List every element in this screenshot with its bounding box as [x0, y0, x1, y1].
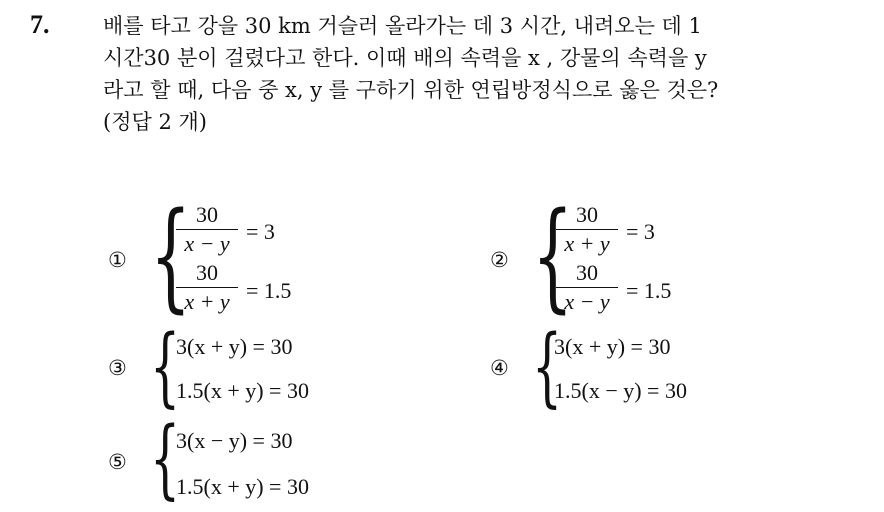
- question-stem: [103, 10, 873, 138]
- stem-line-1: 배를 타고 강을 30 km 거슬러 올라가는 데 3 시간, 내려오는 데 1: [103, 14, 702, 38]
- fraction: [556, 202, 618, 257]
- choice-label: ⑤: [108, 450, 127, 474]
- fraction: [176, 202, 238, 257]
- choice-label: ②: [490, 248, 509, 272]
- fraction-bar: [176, 229, 238, 230]
- fraction: [556, 260, 618, 315]
- denominator: x + y: [564, 231, 610, 256]
- denominator: x + y: [184, 289, 230, 314]
- numerator: 30: [196, 202, 218, 227]
- stem-line-4: (정답 2 개): [103, 110, 207, 134]
- left-brace: {: [532, 186, 574, 324]
- denominator: x − y: [564, 289, 610, 314]
- choice-3[interactable]: [108, 317, 438, 418]
- question-number: 7.: [30, 10, 50, 39]
- choice-4[interactable]: [490, 317, 820, 418]
- equation-rhs: = 1.5: [246, 278, 292, 303]
- choice-label: ③: [108, 356, 127, 380]
- fraction-bar: [556, 287, 618, 288]
- numerator: 30: [576, 202, 598, 227]
- stem-line-3: 라고 할 때, 다음 중 x, y 를 구하기 위한 연립방정식으로 옳은 것은?: [103, 78, 719, 102]
- fraction-bar: [176, 287, 238, 288]
- choice-1[interactable]: [108, 186, 438, 325]
- numerator: 30: [196, 260, 218, 285]
- equation-2: 1.5(x + y) = 30: [176, 474, 309, 499]
- stem-line-2: 시간30 분이 걸렸다고 한다. 이때 배의 속력을 x , 강물의 속력을 y: [103, 46, 707, 70]
- left-brace: {: [150, 317, 181, 417]
- numerator: 30: [576, 260, 598, 285]
- left-brace: {: [532, 317, 563, 417]
- choice-label: ④: [490, 356, 509, 380]
- fraction-bar: [556, 229, 618, 230]
- equation-2: 1.5(x − y) = 30: [554, 378, 687, 403]
- equation-2: 1.5(x + y) = 30: [176, 378, 309, 403]
- equation-1: 3(x + y) = 30: [176, 334, 293, 359]
- left-brace: {: [150, 409, 181, 509]
- left-brace: {: [150, 186, 192, 324]
- denominator: x − y: [184, 231, 230, 256]
- equation-rhs: = 3: [246, 219, 275, 244]
- choice-label: ①: [108, 248, 127, 272]
- choice-2[interactable]: [490, 186, 820, 325]
- choice-5[interactable]: [108, 409, 438, 510]
- equation-1: 3(x − y) = 30: [176, 428, 293, 453]
- equation-rhs: = 3: [626, 219, 655, 244]
- equation-rhs: = 1.5: [626, 278, 672, 303]
- fraction: [176, 260, 238, 315]
- equation-1: 3(x + y) = 30: [554, 334, 671, 359]
